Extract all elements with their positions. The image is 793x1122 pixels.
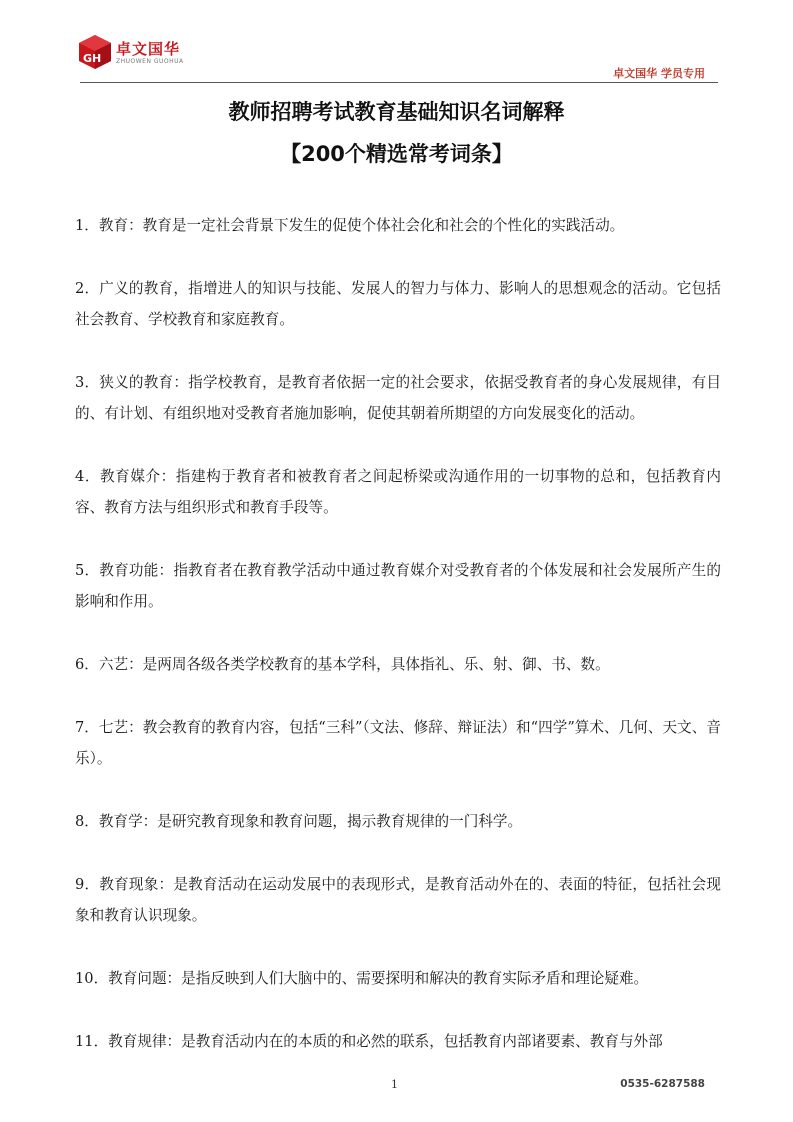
document-title: 教师招聘考试教育基础知识名词解释 bbox=[228, 100, 565, 124]
glossary-entry: 9．教育现象：是教育活动在运动发展中的表现形式，是教育活动外在的、表面的特征，包括社会现象和教育认识现象。 bbox=[75, 876, 721, 924]
footer-phone: 0535-6287588 bbox=[620, 1078, 705, 1090]
glossary-entry: 1．教育：教育是一定社会背景下发生的促使个体社会化和社会的个性化的实践活动。 bbox=[75, 217, 625, 234]
glossary-entry: 2．广义的教育，指增进人的知识与技能、发展人的智力与体力、影响人的思想观念的活动。它包括社会教育、学校教育和家庭教育。 bbox=[75, 280, 721, 328]
glossary-entry: 11．教育规律：是教育活动内在的本质的和必然的联系，包括教育内部诸要素、教育与外部 bbox=[75, 1033, 663, 1050]
glossary-entry: 7．七艺：教会教育的教育内容，包括“三科”（文法、修辞、辩证法）和“四学”算术、几何、天文、音乐）。 bbox=[75, 719, 721, 767]
logo-text: 卓文国华 bbox=[116, 40, 181, 58]
glossary-entry: 4．教育媒介：指建构于教育者和被教育者之间起桥梁或沟通作用的一切事物的总和，包括教育内容、教育方法与组织形式和教育手段等。 bbox=[75, 468, 721, 516]
header-tagline: 卓文国华 学员专用 bbox=[613, 67, 705, 80]
glossary-entry: 8．教育学：是研究教育现象和教育问题，揭示教育规律的一门科学。 bbox=[75, 813, 523, 830]
glossary-entry: 3．狭义的教育：指学校教育，是教育者依据一定的社会要求，依据受教育者的身心发展规律，有目的、有计划、有组织地对受教育者施加影响，促使其朝着所期望的方向发展变化的活动。 bbox=[75, 374, 721, 422]
logo-subtext: ZHUOWEN GUOHUA bbox=[116, 58, 184, 65]
glossary-list bbox=[75, 210, 721, 1089]
glossary-entry: 6．六艺：是两周各级各类学校教育的基本学科，具体指礼、乐、射、御、书、数。 bbox=[75, 656, 610, 673]
page-number: 1 bbox=[391, 1078, 398, 1091]
glossary-entry: 5．教育功能：指教育者在教育教学活动中通过教育媒介对受教育者的个体发展和社会发展所产生的影响和作用。 bbox=[75, 562, 721, 610]
logo-cube-icon bbox=[78, 34, 112, 70]
logo-mark-letters: GH bbox=[83, 52, 102, 65]
header-divider bbox=[80, 82, 718, 83]
brand-logo bbox=[78, 34, 198, 74]
document-subtitle: 【200个精选常考词条】 bbox=[280, 142, 513, 166]
glossary-entry: 10．教育问题：是指反映到人们大脑中的、需要探明和解决的教育实际矛盾和理论疑难。 bbox=[75, 970, 649, 987]
